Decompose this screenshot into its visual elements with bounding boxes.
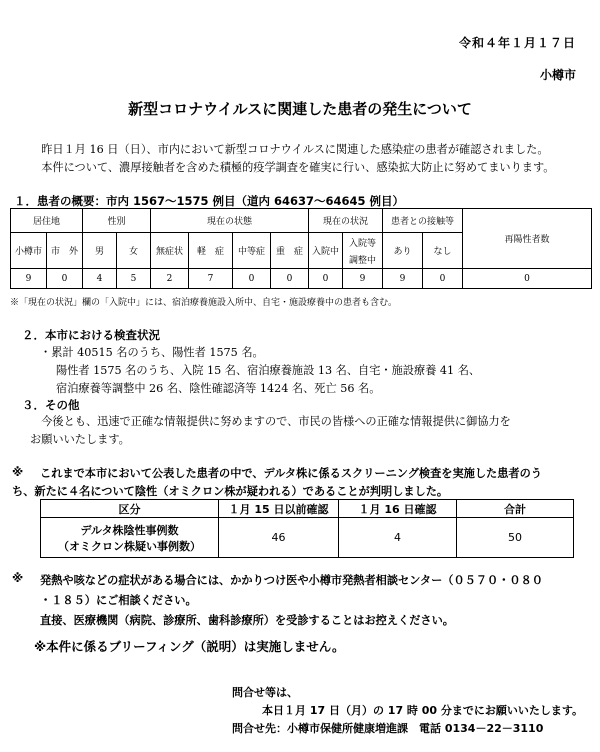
col-outside: 市 外	[47, 233, 83, 269]
contact-line-1: 問合せ等は、	[232, 686, 298, 699]
col-adjusting	[343, 233, 383, 269]
group-contact: 患者との接触等	[383, 209, 463, 233]
col-inpatient: 入院中	[309, 233, 343, 269]
advice-line-2: ・１８５）にご相談ください。	[40, 594, 197, 607]
col-adjusting-line-2: 調整中	[348, 255, 376, 266]
delta-header-before-15: １月 15 日以前確認	[219, 500, 339, 518]
val-asymptomatic: 2	[151, 269, 189, 289]
section3-line-2: お願いいたします。	[30, 433, 130, 446]
group-current-status: 現在の状況	[309, 209, 383, 233]
val-male: 4	[83, 269, 117, 289]
section3-line-1: 今後とも、迅速で正確な情報提供に努めますので、市民の皆様への正確な情報提供に御協力を	[41, 415, 511, 428]
delta-val-total: 50	[457, 518, 574, 558]
document-date: 令和４年１月１７日	[458, 36, 576, 50]
intro-line-2: 本件について、濃厚接触者を含めた積極的疫学調査を確実に行い、感染拡大防止に努めてまいります。	[41, 161, 555, 174]
val-female: 5	[117, 269, 151, 289]
val-outside: 0	[47, 269, 83, 289]
val-adjusting: 9	[343, 269, 383, 289]
contact-line-3: 問合せ先：小樽市保健所健康増進課 電話 0134－22－3110	[232, 722, 544, 735]
group-residence: 居住地	[11, 209, 83, 233]
delta-header-16: １月 16 日確認	[339, 500, 457, 518]
section2-line-1: ・累計 40515 名のうち、陽性者 1575 名。	[40, 346, 264, 359]
section3-body	[30, 413, 582, 449]
val-repositive: 0	[463, 269, 592, 289]
delta-header-category: 区分	[41, 500, 219, 518]
delta-val-before-15: 46	[219, 518, 339, 558]
col-mild: 軽 症	[189, 233, 233, 269]
issuing-organization: 小樽市	[539, 68, 576, 82]
briefing-note: ※本件に係るブリーフィング（説明）は実施しません。	[34, 639, 345, 654]
patient-summary-table	[10, 208, 592, 289]
val-otaru: 9	[11, 269, 47, 289]
delta-line-2: ち、新たに４名について陰性（オミクロン株が疑われる）であることが判明しました。	[12, 485, 449, 498]
contact-block	[232, 684, 583, 738]
col-contact-no: なし	[423, 233, 463, 269]
delta-paragraph	[12, 465, 590, 501]
section3-heading: ３．その他	[22, 398, 80, 412]
group-repositive: 再陽性者数	[463, 209, 592, 269]
contact-line-2: 本日１月 17 日（月）の 17 時 00 分までにお願いいたします。	[262, 704, 584, 717]
delta-header-total: 合計	[457, 500, 574, 518]
advice-line-1: 発熱や咳などの症状がある場合には、かかりつけ医や小樽市発熱者相談センター（０５７０・０８０	[40, 574, 543, 587]
val-contact-no: 0	[423, 269, 463, 289]
delta-mark: ※	[12, 465, 24, 479]
group-current-state: 現在の状態	[151, 209, 309, 233]
advice-paragraph	[40, 571, 590, 631]
val-severe: 0	[271, 269, 309, 289]
intro-paragraph	[30, 141, 582, 177]
delta-table	[40, 499, 574, 558]
section2-line-3: 宿泊療養等調整中 26 名、陰性確認済等 1424 名、死亡 56 名。	[56, 382, 381, 395]
col-male: 男	[83, 233, 117, 269]
val-moderate: 0	[233, 269, 271, 289]
delta-row-label-2: （オミクロン株疑い事例数）	[58, 539, 201, 553]
val-mild: 7	[189, 269, 233, 289]
col-female: 女	[117, 233, 151, 269]
page-title: 新型コロナウイルスに関連した患者の発生について	[128, 100, 472, 118]
col-adjusting-line-1: 入院等	[348, 238, 376, 249]
section2-body	[40, 344, 580, 398]
col-moderate: 中等症	[233, 233, 271, 269]
col-severe: 重 症	[271, 233, 309, 269]
col-contact-yes: あり	[383, 233, 423, 269]
group-sex: 性別	[83, 209, 151, 233]
delta-val-16: 4	[339, 518, 457, 558]
val-inpatient: 0	[309, 269, 343, 289]
val-contact-yes: 9	[383, 269, 423, 289]
advice-line-3: 直接、医療機関（病院、診療所、歯科診療所）を受診することはお控えください。	[40, 614, 454, 627]
section2-heading: ２．本市における検査状況	[22, 328, 160, 342]
delta-line-1: これまで本市において公表した患者の中で、デルタ株に係るスクリーニング検査を実施した患者のう	[40, 467, 542, 480]
section2-line-2: 陽性者 1575 名のうち、入院 15 名、宿泊療養施設 13 名、自宅・施設療養 41 名、	[56, 364, 481, 377]
advice-mark: ※	[12, 571, 24, 585]
delta-row-label-1: デルタ株陰性事例数	[80, 523, 179, 537]
delta-row-label	[41, 518, 219, 558]
section1-heading: １．患者の概要：市内 1567～1575 例目（道内 64637～64645 例目）	[14, 194, 405, 208]
col-asymptomatic: 無症状	[151, 233, 189, 269]
col-otaru: 小樽市	[11, 233, 47, 269]
table-note: ※「現在の状況」欄の「入院中」には、宿泊療養施設入所中、自宅・施設療養中の患者も含む。	[10, 298, 398, 308]
intro-line-1: 昨日１月 16 日（日）、市内において新型コロナウイルスに関連した感染症の患者が確認されました。	[41, 143, 549, 156]
